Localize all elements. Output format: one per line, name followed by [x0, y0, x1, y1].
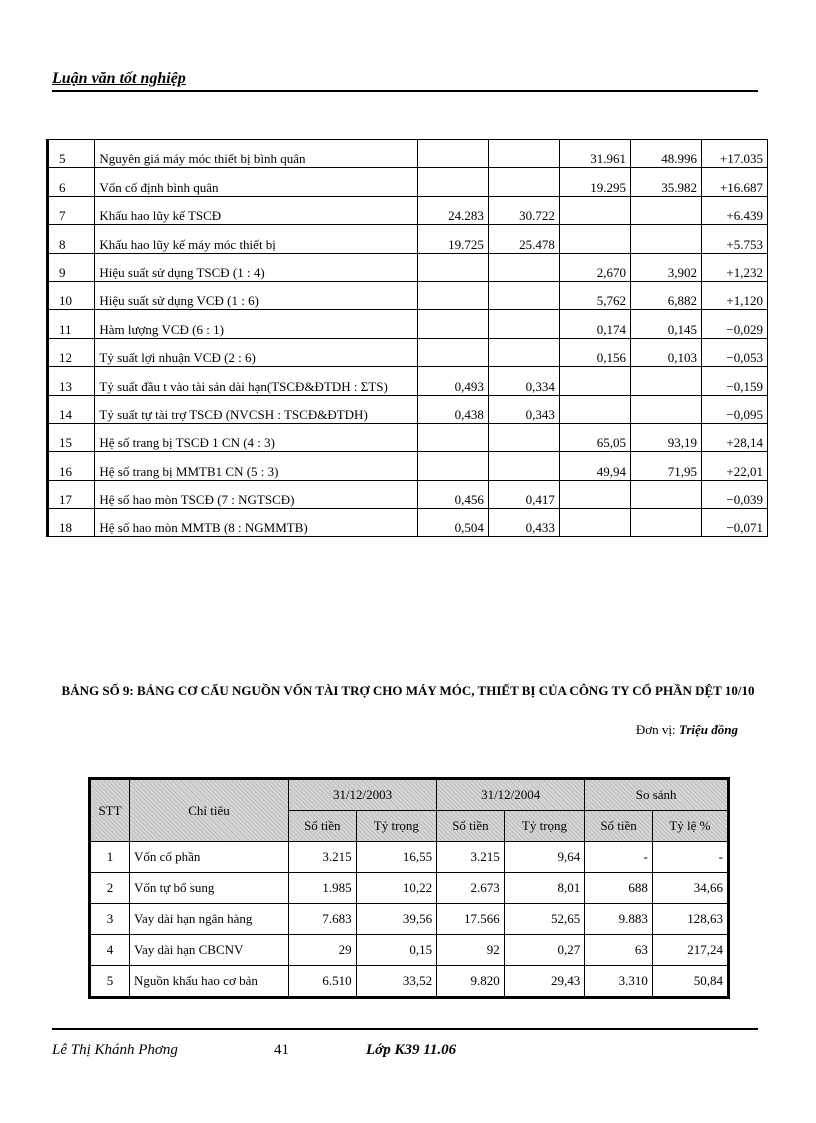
value-2004-b: 93,19 [630, 423, 701, 451]
footer-rule [52, 1028, 758, 1030]
sotien-2004: 17.566 [437, 904, 505, 935]
row-change: +5.753 [702, 225, 768, 253]
value-2004-a: 0,334 [488, 367, 559, 395]
value-2004-a: 0,343 [488, 395, 559, 423]
footer-page-number: 41 [274, 1042, 289, 1058]
table-row [90, 873, 729, 904]
table-row [90, 966, 729, 998]
value-2003-a: 19.725 [417, 225, 488, 253]
row-label: Hệ số hao mòn TSCĐ (7 : NGTSCĐ) [95, 480, 417, 508]
thesis-header-title: Luận văn tốt nghiệp [52, 70, 186, 87]
value-2004-b: 3,902 [630, 253, 701, 281]
row-index: 13 [48, 367, 95, 395]
table-row [48, 423, 768, 451]
tytrong-2003: 0,15 [356, 935, 437, 966]
value-2003-a [417, 310, 488, 338]
header-tytrong-2003: Tỷ trọng [356, 811, 437, 842]
value-2003-b [559, 480, 630, 508]
sotien-2003: 1.985 [289, 873, 357, 904]
table-row [48, 395, 768, 423]
table-row [48, 310, 768, 338]
row-change: −0,159 [702, 367, 768, 395]
tyle-compare: 50,84 [652, 966, 728, 998]
value-2003-a [417, 140, 488, 168]
value-2003-b: 5,762 [559, 281, 630, 309]
row-stt: 5 [90, 966, 130, 998]
value-2003-a [417, 281, 488, 309]
value-2003-b: 49,94 [559, 452, 630, 480]
sotien-compare: 9.883 [585, 904, 653, 935]
row-label: Khấu hao lũy kế TSCĐ [95, 196, 417, 224]
row-change: +1,232 [702, 253, 768, 281]
tyle-compare: 34,66 [652, 873, 728, 904]
row-index: 7 [48, 196, 95, 224]
table-row [48, 281, 768, 309]
value-2004-b: 35.982 [630, 168, 701, 196]
value-2004-b [630, 395, 701, 423]
sotien-compare: 3.310 [585, 966, 653, 998]
row-index: 9 [48, 253, 95, 281]
tytrong-2003: 39,56 [356, 904, 437, 935]
table-row [48, 338, 768, 366]
sotien-2003: 6.510 [289, 966, 357, 998]
table-row [48, 367, 768, 395]
row-label: Hàm lượng VCĐ (6 : 1) [95, 310, 417, 338]
row-change: −0,039 [702, 480, 768, 508]
header-2003: 31/12/2003 [289, 779, 437, 811]
unit-value: Triệu đồng [678, 722, 738, 737]
sotien-2004: 9.820 [437, 966, 505, 998]
table-row [90, 904, 729, 935]
row-stt: 3 [90, 904, 130, 935]
value-2004-a [488, 452, 559, 480]
value-2003-b: 2,670 [559, 253, 630, 281]
header-sotien-2003: Số tiền [289, 811, 357, 842]
value-2004-b: 0,103 [630, 338, 701, 366]
tytrong-2003: 10,22 [356, 873, 437, 904]
value-2003-a: 24.283 [417, 196, 488, 224]
header-tytrong-2004: Tỷ trọng [504, 811, 585, 842]
value-2004-a [488, 423, 559, 451]
table-row [48, 480, 768, 508]
value-2003-a: 0,456 [417, 480, 488, 508]
row-change: −0,029 [702, 310, 768, 338]
indicator-table [46, 139, 768, 537]
row-index: 17 [48, 480, 95, 508]
table-row [90, 842, 729, 873]
value-2004-a: 0,433 [488, 509, 559, 537]
row-label: Hệ số trang bị MMTB1 CN (5 : 3) [95, 452, 417, 480]
row-change: +17.035 [702, 140, 768, 168]
value-2003-b: 31.961 [559, 140, 630, 168]
sotien-compare: 63 [585, 935, 653, 966]
row-change: +16.687 [702, 168, 768, 196]
row-change: −0,071 [702, 509, 768, 537]
sotien-2004: 92 [437, 935, 505, 966]
value-2003-b [559, 225, 630, 253]
row-label: Hiệu suất sử dụng VCĐ (1 : 6) [95, 281, 417, 309]
row-label: Vốn cố định bình quân [95, 168, 417, 196]
row-label: Hệ số hao mòn MMTB (8 : NGMMTB) [95, 509, 417, 537]
row-change: +22,01 [702, 452, 768, 480]
row-index: 5 [48, 140, 95, 168]
tytrong-2004: 9,64 [504, 842, 585, 873]
value-2004-b: 48.996 [630, 140, 701, 168]
sotien-2004: 2.673 [437, 873, 505, 904]
row-label: Tỷ suất lợi nhuận VCĐ (2 : 6) [95, 338, 417, 366]
row-label: Khấu hao lũy kế máy móc thiết bị [95, 225, 417, 253]
value-2003-b [559, 367, 630, 395]
value-2003-b: 19.295 [559, 168, 630, 196]
row-change: +1,120 [702, 281, 768, 309]
row-chitieu: Nguồn khấu hao cơ bản [130, 966, 289, 998]
value-2003-a [417, 452, 488, 480]
value-2004-b: 0,145 [630, 310, 701, 338]
table-row [48, 253, 768, 281]
value-2004-b [630, 196, 701, 224]
sotien-compare: - [585, 842, 653, 873]
table-caption: BẢNG SỐ 9: BẢNG CƠ CẤU NGUỒN VỐN TÀI TRỢ CHO MÁY MÓC, THIẾT BỊ CỦA CÔNG TY CỔ PHẦN DỆT 10/10 [61, 683, 755, 698]
footer-class: Lớp K39 11.06 [366, 1042, 457, 1058]
row-index: 11 [48, 310, 95, 338]
value-2004-a [488, 253, 559, 281]
header-compare: So sánh [585, 779, 729, 811]
value-2003-a: 0,493 [417, 367, 488, 395]
row-change: +6.439 [702, 196, 768, 224]
row-index: 10 [48, 281, 95, 309]
value-2003-a [417, 423, 488, 451]
value-2003-b: 0,174 [559, 310, 630, 338]
value-2003-a: 0,504 [417, 509, 488, 537]
tyle-compare: 128,63 [652, 904, 728, 935]
sotien-2003: 3.215 [289, 842, 357, 873]
value-2003-b [559, 509, 630, 537]
tytrong-2003: 16,55 [356, 842, 437, 873]
sotien-2003: 29 [289, 935, 357, 966]
value-2004-a [488, 338, 559, 366]
row-index: 15 [48, 423, 95, 451]
header-tyle: Tỷ lệ % [652, 811, 728, 842]
row-change: −0,053 [702, 338, 768, 366]
tytrong-2004: 29,43 [504, 966, 585, 998]
table-row [48, 509, 768, 537]
row-chitieu: Vay dài hạn ngân hàng [130, 904, 289, 935]
value-2003-a [417, 168, 488, 196]
value-2004-a [488, 140, 559, 168]
row-stt: 2 [90, 873, 130, 904]
tytrong-2004: 52,65 [504, 904, 585, 935]
header-sotien-2004: Số tiền [437, 811, 505, 842]
row-index: 16 [48, 452, 95, 480]
row-stt: 4 [90, 935, 130, 966]
value-2003-b: 0,156 [559, 338, 630, 366]
value-2004-b [630, 480, 701, 508]
value-2003-a: 0,438 [417, 395, 488, 423]
row-chitieu: Vốn cổ phần [130, 842, 289, 873]
row-index: 12 [48, 338, 95, 366]
tyle-compare: 217,24 [652, 935, 728, 966]
row-label: Tỷ suất đầu t vào tài sản dài hạn(TSCĐ&ĐTDH : ΣTS) [95, 367, 417, 395]
table-row [48, 196, 768, 224]
row-label: Tỷ suất tự tài trợ TSCĐ (NVCSH : TSCĐ&ĐTDH) [95, 395, 417, 423]
value-2004-b [630, 367, 701, 395]
unit-label: Đơn vị: Triệu đồng [635, 722, 738, 737]
capital-structure-table [88, 777, 730, 999]
table-row [90, 935, 729, 966]
row-index: 14 [48, 395, 95, 423]
tytrong-2004: 8,01 [504, 873, 585, 904]
value-2004-a [488, 281, 559, 309]
value-2003-b [559, 196, 630, 224]
table-row [48, 140, 768, 168]
header-sotien-compare: Số tiền [585, 811, 653, 842]
row-index: 8 [48, 225, 95, 253]
value-2004-a: 0,417 [488, 480, 559, 508]
value-2004-a: 25.478 [488, 225, 559, 253]
value-2004-a [488, 168, 559, 196]
value-2003-b: 65,05 [559, 423, 630, 451]
header-2004: 31/12/2004 [437, 779, 585, 811]
row-chitieu: Vay dài hạn CBCNV [130, 935, 289, 966]
row-label: Nguyên giá máy móc thiết bị bình quân [95, 140, 417, 168]
sotien-2003: 7.683 [289, 904, 357, 935]
value-2004-b [630, 225, 701, 253]
footer-author: Lê Thị Khánh Phơng [52, 1042, 178, 1058]
value-2004-a [488, 310, 559, 338]
sotien-2004: 3.215 [437, 842, 505, 873]
sotien-compare: 688 [585, 873, 653, 904]
header-rule [52, 90, 758, 92]
value-2004-b [630, 509, 701, 537]
table-row [48, 168, 768, 196]
header-stt: STT [90, 779, 130, 842]
value-2004-b: 6,882 [630, 281, 701, 309]
value-2003-b [559, 395, 630, 423]
table-row [48, 225, 768, 253]
row-index: 6 [48, 168, 95, 196]
header-chitieu: Chỉ tiêu [130, 779, 289, 842]
row-change: +28,14 [702, 423, 768, 451]
row-label: Hiệu suất sử dụng TSCĐ (1 : 4) [95, 253, 417, 281]
value-2003-a [417, 253, 488, 281]
tyle-compare: - [652, 842, 728, 873]
row-change: −0,095 [702, 395, 768, 423]
tytrong-2003: 33,52 [356, 966, 437, 998]
row-index: 18 [48, 509, 95, 537]
value-2003-a [417, 338, 488, 366]
row-chitieu: Vốn tự bổ sung [130, 873, 289, 904]
row-label: Hệ số trang bị TSCĐ 1 CN (4 : 3) [95, 423, 417, 451]
row-stt: 1 [90, 842, 130, 873]
tytrong-2004: 0,27 [504, 935, 585, 966]
value-2004-a: 30.722 [488, 196, 559, 224]
table-row [48, 452, 768, 480]
value-2004-b: 71,95 [630, 452, 701, 480]
